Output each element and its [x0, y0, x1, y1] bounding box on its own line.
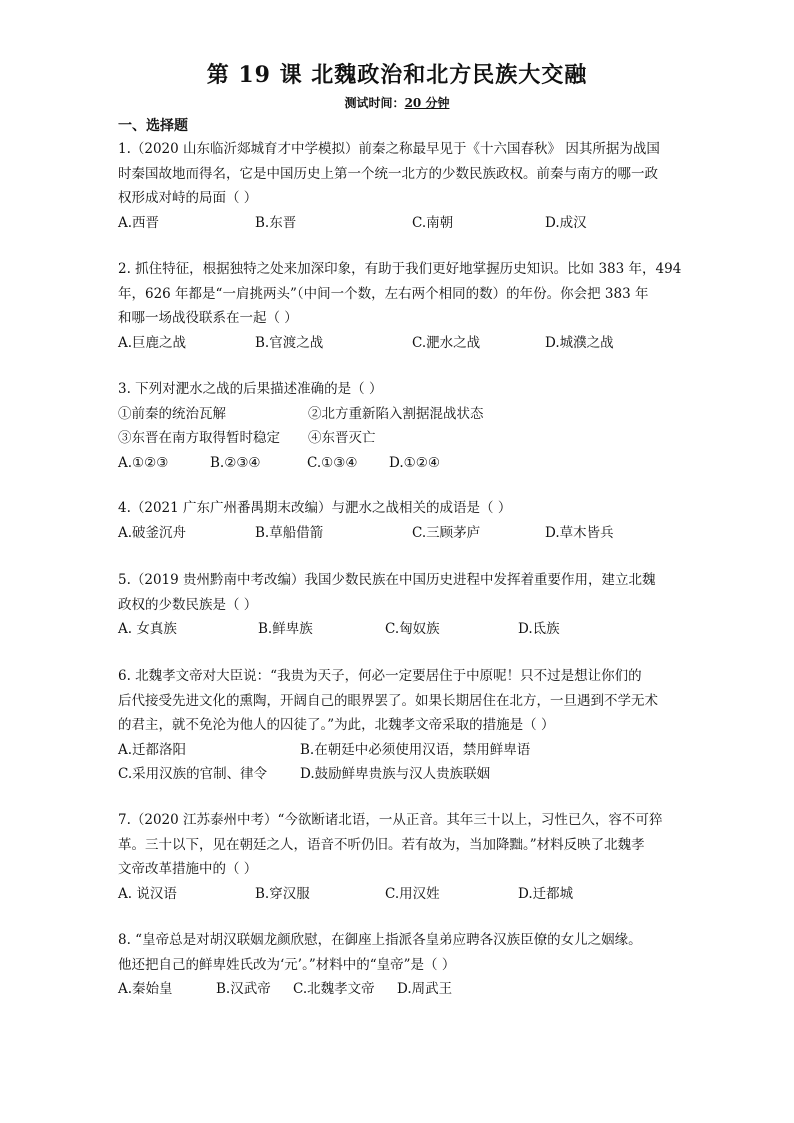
option-d: D.草木皆兵 — [545, 524, 614, 541]
test-time-value: 20 分钟 — [404, 96, 450, 110]
option-b: B.②③④ — [210, 454, 261, 471]
option-d: D.周武王 — [397, 981, 453, 997]
option-a: A. 说汉语 — [118, 885, 177, 902]
question-3 — [118, 377, 678, 475]
question-text: 和哪一场战役联系在一起（ ） — [118, 310, 298, 326]
option-d: D.氐族 — [518, 621, 560, 637]
question-text: 权形成对峙的局面（ ） — [118, 190, 258, 206]
statement-2: ②北方重新陷入割据混战状态 — [308, 405, 484, 422]
page-title: 第 19 课 北魏政治和北方民族大交融 — [206, 62, 588, 88]
question-text: 7.（2020 江苏泰州中考）“今欲断诸北语，一从正音。其年三十以上，习性已久，容不可猝 — [118, 812, 663, 828]
option-d: D.城濮之战 — [545, 334, 614, 351]
question-text: 3. 下列对淝水之战的后果描述准确的是（ ） — [118, 381, 383, 397]
option-a: A.迁都洛阳 — [118, 741, 187, 758]
option-d: D.成汉 — [545, 214, 587, 231]
option-b: B.穿汉服 — [255, 885, 310, 902]
question-text: 6. 北魏孝文帝对大臣说：“我贵为天子，何必一定要居住于中原呢！只不过是想让你们的 — [118, 668, 642, 684]
question-6 — [118, 664, 678, 787]
question-text: 后代接受先进文化的熏陶，开阔自己的眼界罢了。如果长期居住在北方，一旦遇到不学无术 — [118, 692, 658, 709]
option-a: A. 女真族 — [118, 621, 177, 637]
option-c: C.三顾茅庐 — [412, 524, 481, 541]
question-text: 他还把自己的鲜卑姓氏改为‘元’。”材料中的“皇帝”是（ ） — [118, 956, 456, 973]
option-d: D.①②④ — [389, 454, 440, 471]
option-b: B.草船借箭 — [255, 524, 324, 541]
option-d: D.鼓励鲜卑贵族与汉人贵族联姻 — [300, 766, 491, 782]
option-d: D.迁都城 — [518, 885, 574, 902]
question-text: 4.（2021 广东广州番禺期末改编）与淝水之战相关的成语是（ ） — [118, 500, 512, 516]
option-a: A.秦始皇 — [118, 981, 173, 997]
section-heading: 一、选择题 — [118, 118, 188, 134]
options-row — [118, 738, 678, 763]
question-5 — [118, 568, 678, 642]
statement-4: ④东晋灭亡 — [308, 430, 376, 446]
option-a: A.破釜沉舟 — [118, 524, 187, 541]
options-row — [118, 882, 678, 907]
options-row — [118, 617, 678, 642]
statements-row — [118, 402, 678, 427]
options-row — [118, 977, 678, 1002]
question-text: 文帝改革措施中的（ ） — [118, 861, 258, 877]
question-text: 1.（2020 山东临沂郯城育才中学模拟）前秦之称最早见于《十六国春秋》 因其所据为战国 — [118, 141, 660, 157]
option-a: A.巨鹿之战 — [118, 334, 187, 351]
options-row — [118, 762, 678, 787]
test-time — [0, 94, 794, 111]
question-1 — [118, 137, 678, 235]
question-4 — [118, 496, 678, 545]
option-b: B.东晋 — [255, 214, 297, 231]
statement-1: ①前秦的统治瓦解 — [118, 405, 226, 422]
options-row — [118, 521, 678, 546]
test-time-label: 测试时间： — [344, 96, 405, 110]
option-c: C.①③④ — [307, 454, 358, 471]
option-c: C.采用汉族的官制、律令 — [118, 766, 268, 782]
question-text: 革。三十以下，见在朝廷之人，语音不听仍旧。若有故为，当加降黜。”材料反映了北魏孝 — [118, 836, 645, 853]
options-row — [118, 211, 678, 236]
question-text: 年，626 年都是“一肩挑两头”（中间一个数，左右两个相同的数）的年份。你会把 383 年 — [118, 285, 649, 302]
option-c: C.匈奴族 — [385, 621, 440, 637]
option-b: B.鲜卑族 — [258, 621, 313, 637]
question-text: 时秦国故地而得名，它是中国历史上第一个统一北方的少数民族政权。前秦与南方的哪一政 — [118, 165, 658, 182]
question-text: 政权的少数民族是（ ） — [118, 596, 258, 613]
question-text: 8. “皇帝总是对胡汉联姻龙颜欣慰，在御座上指派各皇弟应聘各汉族臣僚的女儿之姻缘。 — [118, 932, 642, 948]
option-c: C.南朝 — [412, 214, 454, 231]
option-b: B.汉武帝 — [216, 981, 271, 997]
options-row — [118, 451, 678, 476]
question-text: 的君主，就不免沦为他人的囚徒了。”为此，北魏孝文帝采取的措施是（ ） — [118, 717, 555, 733]
options-row — [118, 331, 678, 356]
option-a: A.西晋 — [118, 214, 160, 231]
option-a: A.①②③ — [118, 454, 169, 471]
option-b: B.在朝廷中必须使用汉语，禁用鲜卑语 — [300, 741, 531, 758]
question-2 — [118, 257, 682, 355]
option-c: C.用汉姓 — [385, 885, 440, 902]
question-text: 5.（2019 贵州黔南中考改编）我国少数民族在中国历史进程中发挥着重要作用，建立北魏 — [118, 572, 656, 588]
statements-row — [118, 426, 678, 451]
option-c: C.淝水之战 — [412, 334, 481, 351]
question-7 — [118, 808, 678, 906]
question-text: 2. 抓住特征，根据独特之处来加深印象，有助于我们更好地掌握历史知识。比如 383 年，494 — [118, 261, 682, 277]
option-c: C.北魏孝文帝 — [293, 981, 375, 997]
option-b: B.官渡之战 — [255, 334, 324, 351]
statement-3: ③东晋在南方取得暂时稳定 — [118, 430, 280, 446]
question-8 — [118, 928, 678, 1002]
